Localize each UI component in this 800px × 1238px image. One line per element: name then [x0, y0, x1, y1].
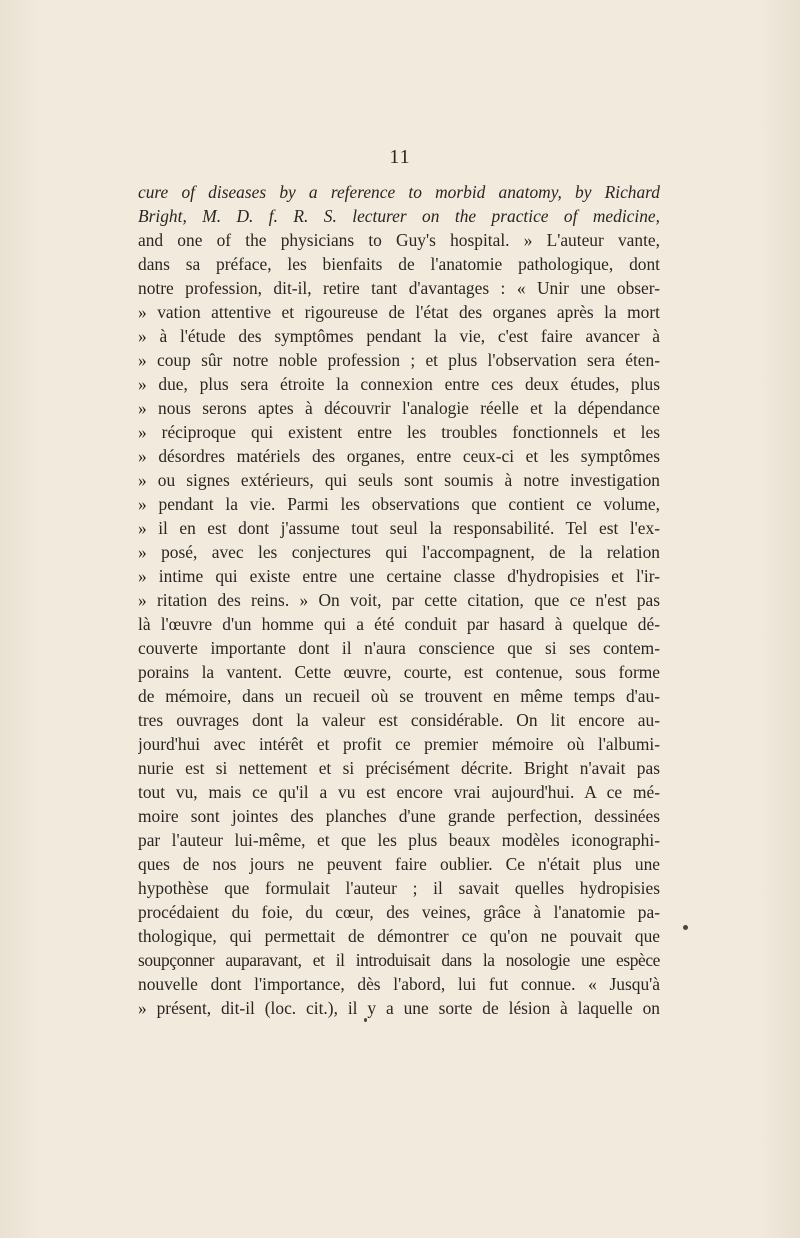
text-line: couverte importante dont il n'aura conscience que si ses contem- [138, 638, 660, 658]
text-line: » due, plus sera étroite la connexion entre ces deux études, plus [138, 374, 660, 394]
text-line: » présent, dit-il (loc. cit.), il y a une sorte de lésion à laquelle on [138, 998, 660, 1018]
ink-speck [683, 925, 688, 930]
text-line: tres ouvrages dont la valeur est considérable. On lit encore au- [138, 710, 660, 730]
text-line: nouvelle dont l'importance, dès l'abord, lui fut connue. « Jusqu'à [138, 974, 660, 994]
text-line: ques de nos jours ne peuvent faire oublier. Ce n'était plus une [138, 854, 660, 874]
text-line: » vation attentive et rigoureuse de l'état des organes après la mort [138, 302, 660, 322]
text-line: » désordres matériels des organes, entre ceux-ci et les symptômes [138, 446, 660, 466]
text-line: là l'œuvre d'un homme qui a été conduit par hasard à quelque dé- [138, 614, 660, 634]
text-line: notre profession, dit-il, retire tant d'avantages : « Unir une obser- [138, 278, 660, 298]
text-line: cure of diseases by a reference to morbid anatomy, by Richard [138, 182, 660, 202]
text-line: » posé, avec les conjectures qui l'accompagnent, de la relation [138, 542, 660, 562]
text-line: Bright, M. D. f. R. S. lecturer on the practice of medicine, [138, 206, 660, 226]
text-line: soupçonner auparavant, et il introduisait dans la nosologie une espèce [138, 950, 660, 970]
page-number: 11 [389, 146, 411, 168]
ink-speck [364, 1018, 367, 1022]
text-line: moire sont jointes des planches d'une grande perfection, dessinées [138, 806, 660, 826]
text-line: » intime qui existe entre une certaine classe d'hydropisies et l'ir- [138, 566, 660, 586]
text-line: thologique, qui permettait de démontrer ce qu'on ne pouvait que [138, 926, 660, 946]
text-line: par l'auteur lui-même, et que les plus beaux modèles iconographi- [138, 830, 660, 850]
body-text [138, 180, 660, 1020]
text-line: and one of the physicians to Guy's hospital. » L'auteur vante, [138, 230, 660, 250]
text-line: » ritation des reins. » On voit, par cette citation, que ce n'est pas [138, 590, 660, 610]
text-line: » à l'étude des symptômes pendant la vie, c'est faire avancer à [138, 326, 660, 346]
text-line: jourd'hui avec intérêt et profit ce premier mémoire où l'albumi- [138, 734, 660, 754]
text-line: de mémoire, dans un recueil où se trouvent en même temps d'au- [138, 686, 660, 706]
text-line: » nous serons aptes à découvrir l'analogie réelle et la dépendance [138, 398, 660, 418]
text-line: tout vu, mais ce qu'il a vu est encore vrai aujourd'hui. A ce mé- [138, 782, 660, 802]
text-line: nurie est si nettement et si précisément décrite. Bright n'avait pas [138, 758, 660, 778]
text-line: » pendant la vie. Parmi les observations que contient ce volume, [138, 494, 660, 514]
text-line: » ou signes extérieurs, qui seuls sont soumis à notre investigation [138, 470, 660, 490]
text-line: » coup sûr notre noble profession ; et plus l'observation sera éten- [138, 350, 660, 370]
text-line: porains la vantent. Cette œuvre, courte, est contenue, sous forme [138, 662, 660, 682]
text-line: » il en est dont j'assume tout seul la responsabilité. Tel est l'ex- [138, 518, 660, 538]
text-line: » réciproque qui existent entre les troubles fonctionnels et les [138, 422, 660, 442]
text-line: dans sa préface, les bienfaits de l'anatomie pathologique, dont [138, 254, 660, 274]
text-line: procédaient du foie, du cœur, des veines, grâce à l'anatomie pa- [138, 902, 660, 922]
text-line: hypothèse que formulait l'auteur ; il savait quelles hydropisies [138, 878, 660, 898]
